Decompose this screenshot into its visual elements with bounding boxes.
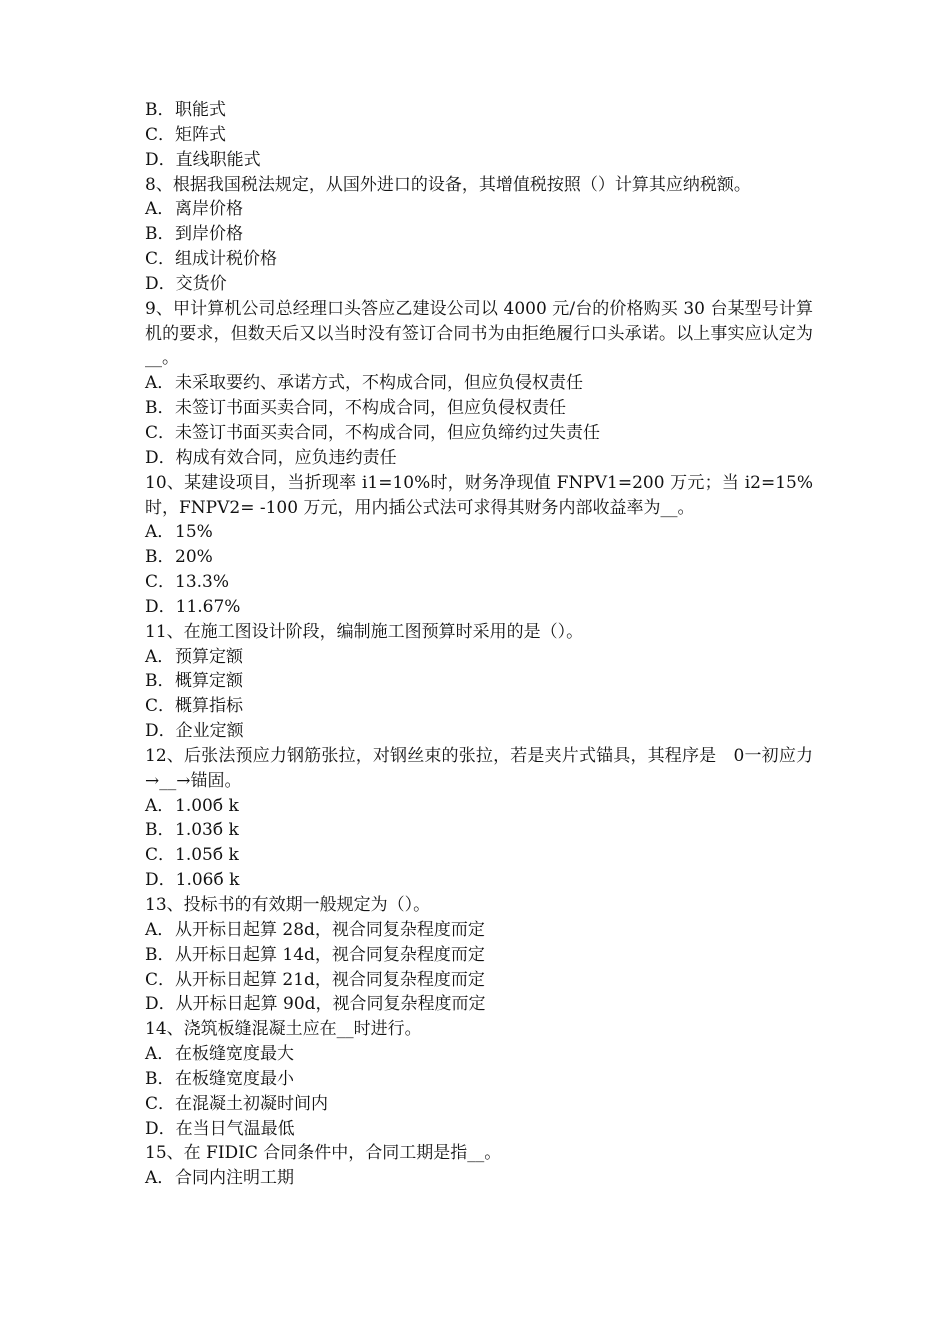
answer-option [145, 421, 813, 446]
question-text: 9、甲计算机公司总经理口头答应乙建设公司以 4000 元/台的价格购买 30 台某型号计算机的要求，但数天后又以当时没有签订合同书为由拒绝履行口头承诺。以上事实应认定为__。 [145, 298, 813, 369]
option-letter: D． [145, 596, 176, 617]
option-letter: D． [145, 870, 176, 891]
option-text: 1.06б k [175, 870, 240, 891]
option-text: 概算指标 [175, 696, 244, 717]
answer-option [145, 1092, 813, 1117]
option-text: 组成计税价格 [175, 249, 278, 270]
option-letter: A． [145, 1168, 175, 1189]
option-text: 从开标日起算 21d，视合同复杂程度而定 [175, 969, 485, 990]
answer-option [145, 719, 813, 744]
answer-option [145, 1166, 813, 1191]
option-text: 1.03б k [175, 820, 239, 841]
option-letter: C． [145, 969, 176, 990]
option-letter: D． [145, 721, 176, 742]
option-letter: B． [145, 1068, 175, 1089]
option-text: 预算定额 [175, 646, 243, 667]
option-text: 交货价 [175, 273, 227, 294]
answer-option [145, 669, 813, 694]
answer-option [145, 123, 813, 148]
option-letter: A． [145, 522, 175, 543]
option-text: 在混凝土初凝时间内 [175, 1093, 329, 1114]
option-letter: D． [145, 447, 176, 468]
option-text: 到岸价格 [175, 224, 243, 245]
answer-option [145, 645, 813, 670]
option-text: 在当日气温最低 [175, 1118, 295, 1139]
option-letter: A． [145, 646, 175, 667]
option-text: 职能式 [175, 100, 226, 120]
answer-option [145, 247, 813, 272]
answer-option [145, 272, 813, 297]
option-letter: B． [145, 944, 175, 965]
answer-option [145, 148, 813, 173]
option-letter: C． [145, 249, 176, 270]
option-text: 从开标日起算 90d，视合同复杂程度而定 [175, 994, 486, 1015]
option-text: 未签订书面买卖合同，不构成合同，但应负侵权责任 [175, 398, 566, 419]
option-letter: A． [145, 795, 175, 816]
option-letter: C． [145, 124, 176, 145]
question-text: 10、某建设项目，当折现率 i1=10%时，财务净现值 FNPV1=200 万元；当 i2=15%时，FNPV2= -100 万元，用内插公式法可求得其财务内部收益率为__。 [145, 472, 813, 518]
answer-option [145, 1067, 813, 1092]
answer-option [145, 992, 813, 1017]
option-letter: C． [145, 572, 176, 593]
option-letter: D． [145, 149, 176, 170]
option-letter: D． [145, 994, 176, 1015]
option-text: 企业定额 [175, 721, 244, 742]
option-text: 合同内注明工期 [175, 1168, 294, 1189]
answer-option [145, 694, 813, 719]
option-letter: C． [145, 422, 176, 443]
option-text: 在板缝宽度最小 [175, 1068, 294, 1089]
question-text: 15、在 FIDIC 合同条件中，合同工期是指__。 [145, 1143, 502, 1164]
answer-option [145, 843, 813, 868]
answer-option [145, 968, 813, 993]
option-text: 1.05б k [175, 845, 239, 866]
answer-option [145, 545, 813, 570]
answer-option [145, 794, 813, 819]
option-letter: C． [145, 1093, 176, 1114]
answer-option [145, 197, 813, 222]
option-text: 从开标日起算 28d，视合同复杂程度而定 [175, 919, 485, 940]
option-text: 11.67% [175, 596, 241, 617]
answer-option [145, 595, 813, 620]
answer-option [145, 371, 813, 396]
answer-option [145, 446, 813, 471]
option-text: 概算定额 [175, 671, 243, 692]
option-text: 20% [175, 547, 213, 568]
question-text: 11、在施工图设计阶段，编制施工图预算时采用的是（）。 [145, 621, 584, 642]
option-letter: D． [145, 273, 176, 294]
answer-option [145, 1042, 813, 1067]
option-letter: C． [145, 845, 176, 866]
answer-option [145, 868, 813, 893]
option-letter: A． [145, 919, 175, 940]
answer-option [145, 98, 813, 123]
answer-option [145, 570, 813, 595]
answer-option [145, 396, 813, 421]
answer-option [145, 520, 813, 545]
option-letter: A． [145, 373, 175, 394]
option-letter: B． [145, 398, 175, 419]
option-letter: C． [145, 696, 176, 717]
question-text: 13、投标书的有效期一般规定为（）。 [145, 895, 431, 915]
option-letter: D． [145, 1118, 176, 1139]
option-letter: A． [145, 199, 175, 220]
option-text: 未采取要约、承诺方式，不构成合同，但应负侵权责任 [175, 373, 583, 394]
option-text: 在板缝宽度最大 [175, 1044, 294, 1065]
answer-option [145, 818, 813, 843]
answer-option [145, 222, 813, 247]
option-letter: B． [145, 100, 175, 120]
answer-option [145, 943, 813, 968]
option-text: 从开标日起算 14d，视合同复杂程度而定 [175, 944, 485, 965]
option-letter: B． [145, 820, 175, 841]
option-text: 15% [175, 522, 213, 543]
option-letter: A． [145, 1044, 175, 1065]
option-text: 13.3% [175, 572, 230, 593]
document-body [145, 98, 813, 1191]
question-text: 12、后张法预应力钢筋张拉，对钢丝束的张拉，若是夹片式锚具，其程序是 0一初应力→__→锚固。 [145, 745, 813, 791]
option-text: 未签订书面买卖合同，不构成合同，但应负缔约过失责任 [175, 422, 601, 443]
answer-option [145, 1117, 813, 1142]
option-text: 直线职能式 [175, 149, 261, 170]
option-text: 矩阵式 [175, 124, 227, 145]
option-text: 离岸价格 [175, 199, 243, 220]
question-text: 14、浇筑板缝混凝土应在__时进行。 [145, 1019, 422, 1040]
option-text: 构成有效合同，应负违约责任 [175, 447, 397, 468]
question-text: 8、根据我国税法规定，从国外进口的设备，其增值税按照（）计算其应纳税额。 [145, 174, 751, 195]
option-text: 1.00б k [175, 795, 239, 816]
answer-option [145, 918, 813, 943]
option-letter: B． [145, 224, 175, 245]
option-letter: B． [145, 547, 175, 568]
option-letter: B． [145, 671, 175, 692]
